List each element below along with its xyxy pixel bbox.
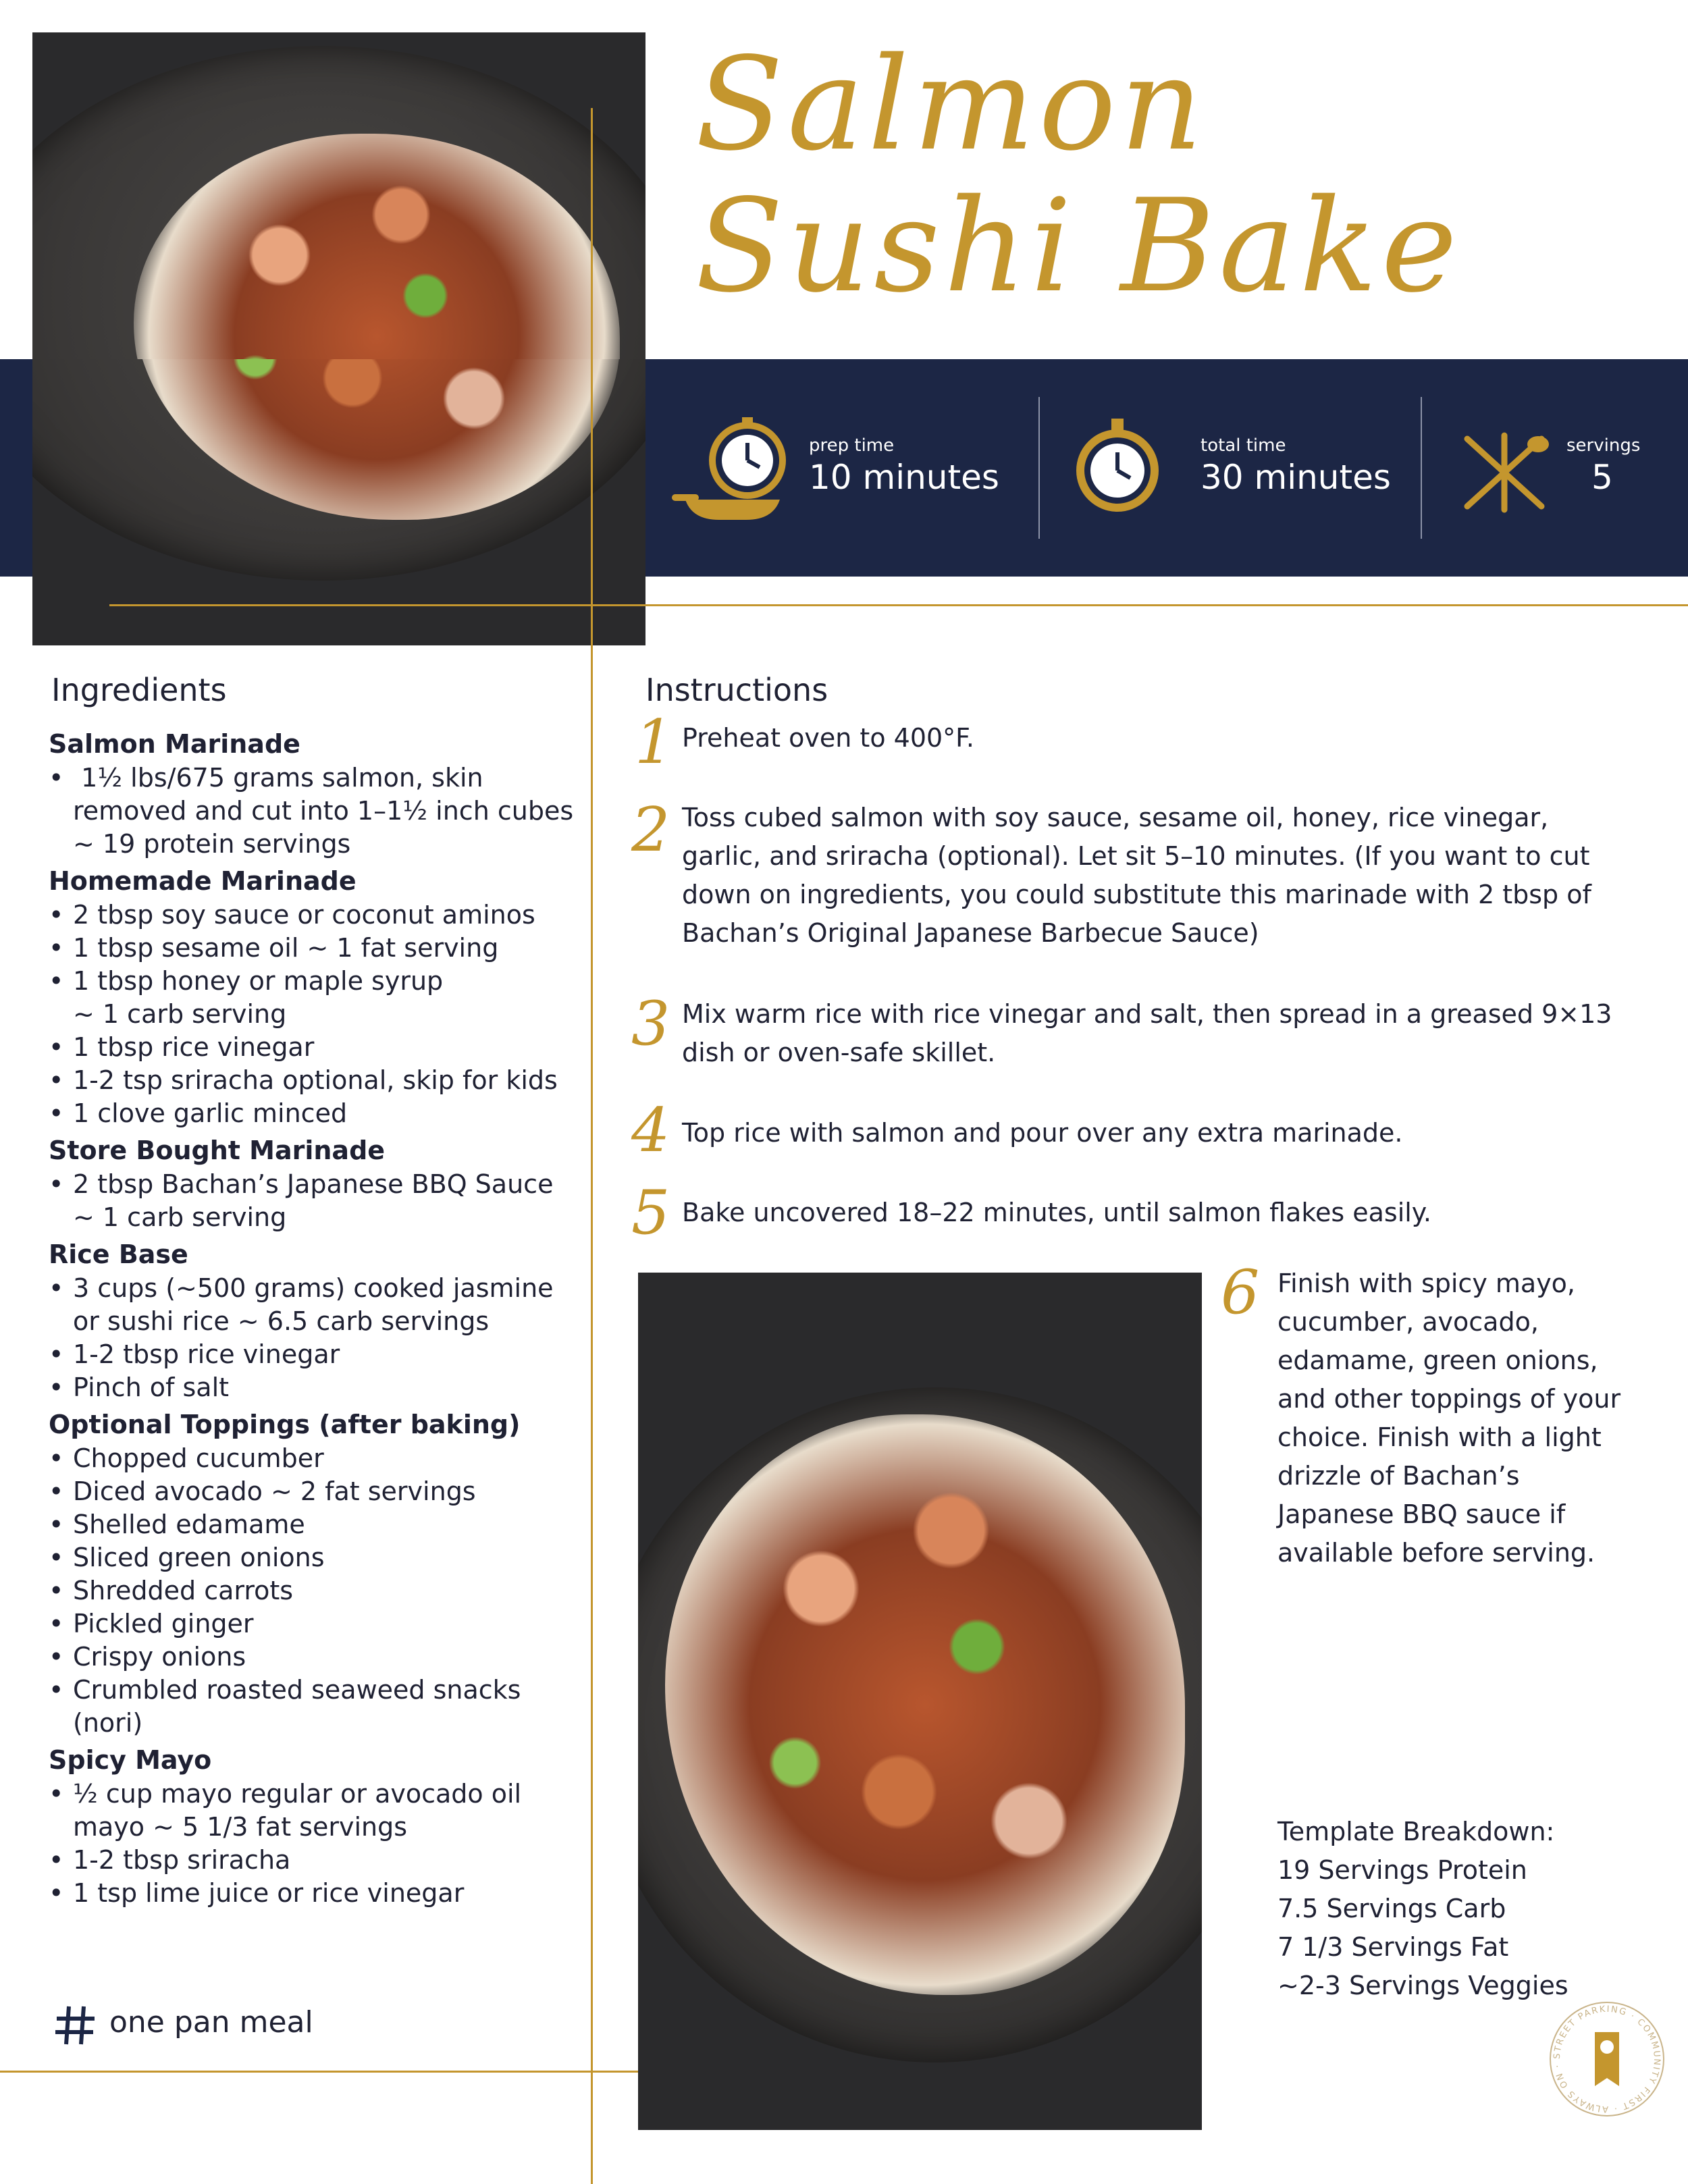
meal-tag: one pan meal [109, 2005, 313, 2040]
stat-divider-1 [1038, 397, 1040, 539]
step-text: Bake uncovered 18–22 minutes, until salmon flakes easily. [682, 1198, 1431, 1227]
prep-time-value: 10 minutes [809, 458, 999, 497]
ingredient-item: • 2 tbsp soy sauce or coconut aminos [49, 899, 589, 932]
gold-vertical-line [591, 108, 593, 2184]
ingredient-group-title: Homemade Marinade [49, 866, 357, 896]
ingredient-group [49, 1136, 589, 1234]
ingredient-group [49, 866, 589, 1130]
step-text: Toss cubed salmon with soy sauce, sesame oil, honey, rice vinegar, garlic, and sriracha (optional). Let sit 5–10 minutes. (If you want to cut down on ingredients, you could substitute this marinade with 2 tbsp of Bachan’s Original Japanese Barbecue Sauce) [682, 803, 1591, 948]
total-time-value: 30 minutes [1201, 458, 1391, 497]
ingredient-item: • 3 cups (~500 grams) cooked jasmine or sushi rice ~ 6.5 carb servings [49, 1272, 589, 1338]
template-breakdown-heading: Template Breakdown: [1277, 1817, 1555, 1846]
ingredient-item: • ½ cup mayo regular or avocado oil mayo ~ 5 1/3 fat servings [49, 1778, 589, 1844]
ingredient-item: • Chopped cucumber [49, 1442, 589, 1475]
template-breakdown [1277, 1813, 1656, 2005]
ingredient-item: • 1-2 tbsp rice vinegar [49, 1338, 589, 1371]
ingredient-item: • 1½ lbs/675 grams salmon, skin removed and cut into 1–1½ inch cubes ~ 19 protein servings [49, 762, 589, 861]
stopwatch-icon [1074, 413, 1161, 514]
ingredient-item: • Shredded carrots [49, 1574, 589, 1607]
ingredient-item: • Crumbled roasted seaweed snacks (nori) [49, 1674, 589, 1740]
step-text: Mix warm rice with rice vinegar and salt, then spread in a greased 9×13 dish or oven-safe skillet. [682, 999, 1612, 1067]
step-number: 1 [635, 707, 674, 778]
total-time-label: total time [1201, 435, 1286, 456]
ingredient-group [49, 1410, 589, 1740]
gold-horizontal-line-top [109, 604, 1688, 606]
ingredient-group-title: Spicy Mayo [49, 1745, 212, 1775]
ingredient-item: • 2 tbsp Bachan’s Japanese BBQ Sauce ~ 1 carb serving [49, 1168, 589, 1234]
template-breakdown-line: 7.5 Servings Carb [1277, 1894, 1506, 1923]
hashtag-icon [54, 2004, 97, 2047]
ingredient-item: • Pinch of salt [49, 1371, 589, 1404]
ingredients-list [49, 729, 589, 1910]
ingredient-group [49, 729, 589, 861]
title-line-2: Sushi Bake [695, 171, 1462, 321]
ingredient-group-title: Salmon Marinade [49, 729, 300, 759]
servings-label: servings [1566, 435, 1641, 456]
template-breakdown-line: 19 Servings Protein [1277, 1855, 1527, 1885]
stopwatch-pan-icon [672, 412, 790, 523]
step-number: 5 [631, 1177, 670, 1248]
ingredient-item: • Pickled ginger [49, 1607, 589, 1641]
badge-logo-icon [1546, 1998, 1668, 2120]
ingredient-item: • Crispy onions [49, 1641, 589, 1674]
ingredient-group-title: Store Bought Marinade [49, 1136, 386, 1165]
step-text: Finish with spicy mayo, cucumber, avocado, edamame, green onions, and other toppings of your choice. Finish with a light drizzle of Bachan’s Japanese BBQ sauce if available before serving. [1277, 1269, 1621, 1568]
ingredient-group [49, 1745, 589, 1910]
step-text: Top rice with salmon and pour over any extra marinade. [682, 1118, 1403, 1148]
ingredient-item: • 1 tsp lime juice or rice vinegar [49, 1877, 589, 1910]
ingredient-group [49, 1240, 589, 1404]
fork-knife-spoon-icon [1457, 432, 1552, 513]
ingredient-item: • 1 tbsp rice vinegar [49, 1031, 589, 1064]
step-number: 6 [1221, 1257, 1260, 1328]
ingredient-group-title: Optional Toppings (after baking) [49, 1410, 521, 1439]
template-breakdown-line: 7 1/3 Servings Fat [1277, 1932, 1509, 1962]
hero-photo-overlay [32, 359, 645, 645]
instructions-heading: Instructions [645, 672, 828, 708]
step-number: 3 [631, 988, 670, 1059]
step-text: Preheat oven to 400°F. [682, 723, 975, 753]
servings-value: 5 [1591, 458, 1613, 497]
recipe-title [695, 30, 1661, 321]
ingredient-group-title: Rice Base [49, 1240, 188, 1269]
ingredients-heading: Ingredients [51, 672, 227, 708]
ingredient-item: • 1 tbsp sesame oil ~ 1 fat serving [49, 932, 589, 965]
title-line-1: Salmon [695, 30, 1207, 179]
template-breakdown-line: ~2-3 Servings Veggies [1277, 1971, 1568, 2000]
step-number: 4 [631, 1095, 670, 1166]
ingredient-item: • Shelled edamame [49, 1508, 589, 1541]
ingredient-item: • Diced avocado ~ 2 fat servings [49, 1475, 589, 1508]
ingredient-item: • 1 tbsp honey or maple syrup ~ 1 carb serving [49, 965, 589, 1031]
stat-divider-2 [1421, 397, 1422, 539]
dish-photo [638, 1273, 1202, 2130]
ingredient-item: • Sliced green onions [49, 1541, 589, 1574]
badge-text: STREET PARKING · COMMUNITY FIRST · ALWAYS ON · [1552, 2004, 1662, 2114]
ingredient-item: • 1 clove garlic minced [49, 1097, 589, 1130]
ingredient-item: • 1-2 tbsp sriracha [49, 1844, 589, 1877]
prep-time-label: prep time [809, 435, 895, 456]
step-number: 2 [631, 795, 670, 865]
ingredient-item: • 1-2 tsp sriracha optional, skip for kids [49, 1064, 589, 1097]
